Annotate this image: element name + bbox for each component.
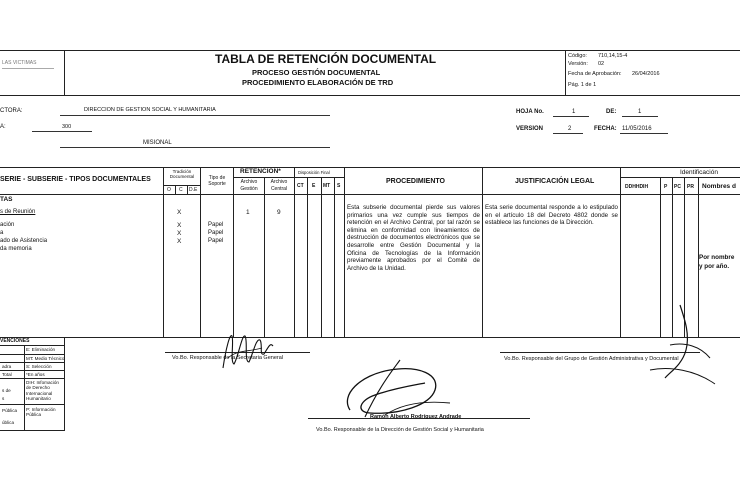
conv-seleccion: S: Selección [26, 364, 52, 369]
version-info-underline [553, 133, 583, 134]
page-title: TABLA DE RETENCIÓN DOCUMENTAL [215, 52, 437, 66]
col-divider-ident [620, 167, 621, 338]
misional-underline [60, 147, 330, 148]
productora-label: CTORA: [0, 108, 23, 114]
series-header: SERIE - SUBSERIE - TIPOS DOCUMENTALES [0, 176, 151, 183]
aprobacion-label: Fecha de Aprobación: [568, 71, 622, 77]
conv-left-1: adra [2, 364, 12, 369]
hoja-underline [553, 116, 589, 117]
header-bottom-border [0, 95, 740, 96]
disp-e: E [312, 183, 316, 189]
tradicion-de: D.E [189, 187, 198, 193]
conv-dih: DIH: Infomación de Derecho Internacional Humanitario [26, 380, 59, 402]
firmante-nombre: Ramón Alberto Rodríguez Andrade [370, 414, 462, 420]
handwritten-signature-3 [640, 300, 720, 390]
soporte-1: Papel [208, 222, 224, 228]
col-divider-mt [321, 177, 322, 338]
tipo-soporte-header: Tipo de Soporte [208, 175, 226, 187]
table-bottom-border [0, 337, 740, 338]
tradicion-subline [163, 185, 200, 186]
conv-left-5: Pública [2, 408, 18, 413]
ident-pc: PC [674, 184, 681, 190]
logo-underline [2, 68, 54, 69]
subtitle-proceso: PROCESO GESTIÓN DOCUMENTAL [252, 68, 381, 77]
col-divider-procedimiento [344, 167, 345, 338]
conv-left-2: Total [2, 372, 12, 377]
header-divider-right [565, 50, 566, 96]
conv-line-3 [0, 370, 64, 371]
archivo-gestion-header: Archivo Gestión [240, 179, 258, 192]
conv-line-5 [0, 404, 64, 405]
conv-anos: *En años [26, 372, 45, 377]
col-divider-disposicion [294, 167, 295, 338]
version-label: Versión: [568, 61, 588, 67]
conv-left-4: s [2, 396, 5, 401]
retencion-subline [233, 177, 294, 178]
table-header-bottom [0, 194, 740, 195]
disposicion-subline [294, 177, 344, 178]
conv-left-3: s de [2, 388, 11, 393]
ident-pr: PR [687, 184, 694, 190]
version-info-value: 2 [568, 126, 572, 132]
tradicion-col-c [187, 185, 188, 195]
col-divider-e [307, 177, 308, 338]
x-mark-3: X [177, 230, 182, 237]
tipo-doc-3: ado de Asistencia [0, 238, 48, 244]
conv-medio-tecnico: MT: Medio Técnico [26, 356, 65, 361]
nombres-text: Por nombre y por año. [699, 254, 735, 270]
disposicion-header: Disposición Final [298, 170, 330, 175]
convenciones-title: VENCIONES [0, 338, 30, 344]
retencion-header: RETENCION* [240, 168, 281, 175]
handwritten-signature-2 [330, 355, 460, 425]
de-value: 1 [638, 109, 642, 115]
table-top-border [0, 167, 740, 168]
retencion-gestion-value: 1 [246, 209, 250, 216]
conv-left-6: ública [2, 420, 15, 425]
fecha-value: 11/05/2016 [622, 126, 652, 132]
fecha-underline [620, 133, 668, 134]
vobo-secretaria: Vo.Bo. Responsable de la Secretaria General [172, 355, 283, 361]
identificacion-header: Identificación [680, 169, 718, 176]
soporte-3: Papel [208, 238, 224, 244]
col-divider-tradicion [163, 167, 164, 338]
header-top-border [0, 50, 740, 51]
tradicion-c: C [179, 187, 183, 193]
convenciones-divider [24, 345, 25, 430]
col-divider-justificacion [482, 167, 483, 338]
ident-subline [620, 177, 740, 178]
hoja-label: HOJA No. [516, 109, 544, 115]
vobo-direccion: Vo.Bo. Responsable de la Dirección de Gestión Social y Humanitaria [316, 427, 484, 433]
retencion-central-value: 9 [277, 209, 281, 216]
tipo-doc-2: a [0, 230, 4, 236]
x-mark-1: X [177, 209, 182, 216]
aprobacion-value: 26/04/2016 [632, 71, 660, 77]
tipo-doc-4: da memoria [0, 246, 32, 252]
conv-publica: P: Información Pública [26, 407, 56, 418]
col-divider-soporte [200, 167, 201, 338]
handwritten-signature-1 [218, 328, 278, 378]
justificacion-text: Esta serie documental responde a lo estipulado en el artículo 18 del Decreto 4802 donde se establece las funciones de la Dirección. [485, 204, 618, 227]
disp-ct: CT [297, 183, 304, 189]
misional-label: MISIONAL [143, 140, 172, 146]
col-divider-retencion [233, 167, 234, 338]
hoja-value: 1 [572, 109, 576, 115]
subserie-name: s de Reunión [0, 209, 36, 215]
col-divider-s [334, 177, 335, 338]
codigo-dep-label: A: [0, 124, 6, 130]
tradicion-col-o [175, 185, 176, 195]
tradicion-header: Tradición Documental [169, 169, 195, 180]
subtitle-procedimiento: PROCEDIMIENTO ELABORACIÓN DE TRD [242, 78, 394, 87]
tipo-doc-1: ación [0, 222, 15, 228]
codigo-dep-underline [32, 131, 92, 132]
serie-name: TAS [0, 196, 13, 203]
x-mark-4: X [177, 238, 182, 245]
nombres-header: Nombres d [702, 183, 736, 190]
conv-line-4 [0, 378, 64, 379]
ident-ddhh: DDHHDIH [625, 184, 649, 190]
soporte-2: Papel [208, 230, 224, 236]
codigo-dep-value: 300 [62, 124, 72, 130]
justificacion-header: JUSTIFICACIÓN LEGAL [515, 178, 595, 185]
codigo-value: 710,14,15-4 [598, 53, 628, 59]
procedimiento-text: Esta subserie documental pierde sus valores primarios una vez cumple sus tiempos de retención en el Archivo Central, por tal razón se elimina en conformidad con lineamientos de destrucción de documentos electrónicos que se desarrolle entre Gestión Documental y la Oficina de Tecnologías de la Información previamente aprobados por el Comité de Archivo de la Unidad. [347, 204, 480, 272]
logo-text: LAS VICTIMAS [2, 60, 37, 66]
procedimiento-header: PROCEDIMIENTO [386, 178, 445, 185]
header-divider-left [64, 50, 65, 96]
conv-line-2 [0, 362, 64, 363]
productora-underline [60, 115, 330, 116]
disp-mt: MT [323, 183, 331, 189]
ident-p: P [664, 184, 668, 190]
archivo-central-header: Archivo Central [270, 179, 288, 192]
tradicion-o: O [167, 187, 171, 193]
de-label: DE: [606, 109, 617, 115]
productora-value: DIRECCION DE GESTION SOCIAL Y HUMANITARIA [84, 107, 216, 113]
conv-eliminacion: E: Eliminación [26, 347, 56, 352]
conv-line-1 [0, 354, 64, 355]
version-value: 02 [598, 61, 605, 67]
de-underline [622, 116, 658, 117]
vobo-grupo-gestion: Vo.Bo. Responsable del Grupo de Gestión Administrativa y Documental [504, 356, 679, 362]
fecha-label: FECHA: [594, 126, 617, 132]
version-info-label: VERSION [516, 126, 544, 132]
x-mark-2: X [177, 222, 182, 229]
page-count: Pág. 1 de 1 [568, 82, 597, 88]
col-divider-central [264, 177, 265, 338]
convenciones-title-line [0, 345, 64, 346]
disp-s: S [337, 183, 341, 189]
codigo-label: Código: [568, 53, 587, 59]
